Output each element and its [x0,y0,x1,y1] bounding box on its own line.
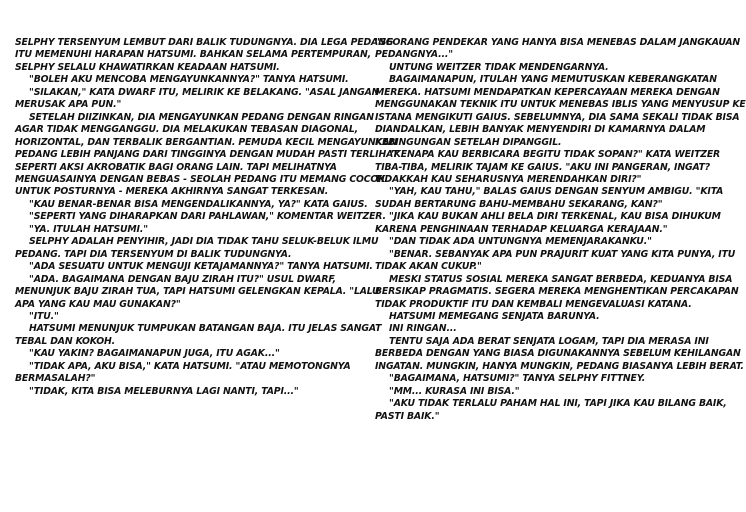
text-line: KARENA PENGHINAAN TERHADAP KELUARGA KERAJAAN." [375,223,668,235]
text-line: SELPHY TERSENYUM LEMBUT DARI BALIK TUDUNGNYA. DIA LEGA PEDANG [15,37,394,48]
text-line: KEBINGUNGAN SETELAH DIPANGGIL. [375,136,562,148]
text-line: HATSUMI MENUNJUK TUMPUKAN BATANGAN BAJA. ITU JELAS SANGAT [29,323,382,335]
text-line: MERUSAK APA PUN." [15,99,122,111]
text-line: INGATAN. MUNGKIN, HANYA MUNGKIN, PEDANG BIASANYA LEBIH BERAT. [375,360,744,372]
text-line: MENUNJUK BAJU ZIRAH TUA, TAPI HATSUMI GELENGKAN KEPALA. "LALU [15,286,380,298]
text-line: "JIKA KAU BUKAN AHLI BELA DIRI TERKENAL, KAU BISA DIHUKUM [389,211,721,223]
left-text-column [15,37,399,398]
text-line: PEDANG. TAPI DIA TERSENYUM DI BALIK TUDUNGNYA. [15,248,292,260]
text-line: MESKI STATUS SOSIAL MEREKA SANGAT BERBEDA, KEDUANYA BISA [389,273,733,285]
text-line: SETELAH DIIZINKAN, DIA MENGAYUNKAN PEDANG DENGAN RINGAN [29,111,374,123]
text-line: "KAU YAKIN? BAGAIMANAPUN JUGA, ITU AGAK..." [29,348,280,360]
text-line: INI RINGAN... [389,323,457,335]
text-line: BAGAIMANAPUN, ITULAH YANG MEMUTUSKAN KEBERANGKATAN [389,74,717,86]
text-line: UNTUNG WEITZER TIDAK MENDENGARNYA. [389,61,609,73]
text-line: TIBA-TIBA, MELIRIK TAJAM KE GAIUS. "AKU INI PANGERAN, INGAT? [375,161,711,173]
text-line: "TIDAK APA, AKU BISA," KATA HATSUMI. "ATAU MEMOTONGNYA [29,360,351,372]
text-line: AGAR TIDAK MENGGANGGU. DIA MELAKUKAN TEBASAN DIAGONAL, [15,124,359,136]
text-line: "TIDAK, KITA BISA MELEBURNYA LAGI NANTI, TAPI..." [29,385,299,397]
text-line: SUDAH BERTARUNG BAHU-MEMBAHU SEKARANG, KAN?" [375,198,663,210]
text-line: "SEORANG PENDEKAR YANG HANYA BISA MENEBAS DALAM JANGKAUAN [375,37,741,48]
text-line: TIDAK AKAN CUKUP." [375,261,482,273]
text-line: "ADA. BAGAIMANA DENGAN BAJU ZIRAH ITU?" USUL DWARF, [29,273,336,285]
text-line: PASTI BAIK." [375,410,440,422]
text-line: ITU MEMENUHI HARAPAN HATSUMI. BAHKAN SELAMA PERTEMPURAN, [15,49,372,61]
text-line: "YA. ITULAH HATSUMI." [29,223,148,235]
text-line: "BENAR. SEBANYAK APA PUN PRAJURIT KUAT YANG KITA PUNYA, ITU [389,248,736,260]
text-line: "MM... KURASA INI BISA." [389,385,520,397]
text-line: "BOLEH AKU MENCOBA MENGAYUNKANNYA?" TANYA HATSUMI. [29,74,349,86]
text-line: "SEPERTI YANG DIHARAPKAN DARI PAHLAWAN," KOMENTAR WEITZER. [29,211,386,223]
text-line: "ADA SESUATU UNTUK MENGUJI KETAJAMANNYA?" TANYA HATSUMI. [29,261,373,273]
text-line: TENTU SAJA ADA BERAT SENJATA LOGAM, TAPI DIA MERASA INI [389,335,709,347]
text-line: MEREKA. HATSUMI MENDAPATKAN KEPERCAYAAN MEREKA DENGAN [375,86,720,98]
text-line: TIDAK PRODUKTIF ITU DAN KEMBALI MENGEVALUASI KATANA. [375,298,692,310]
text-line: BERBEDA DENGAN YANG BIASA DIGUNAKANNYA SEBELUM KEHILANGAN [375,348,741,360]
text-line: APA YANG KAU MAU GUNAKAN?" [15,298,181,310]
text-line: "KAU BENAR-BENAR BISA MENGENDALIKANNYA, YA?" KATA GAIUS. [29,198,368,210]
text-line: BERMASALAH?" [15,373,96,385]
text-line: "AKU TIDAK TERLALU PAHAM HAL INI, TAPI JIKA KAU BILANG BAIK, [389,398,727,410]
text-line: "YAH, KAU TAHU," BALAS GAIUS DENGAN SENYUM AMBIGU. "KITA [389,186,724,198]
text-line: HORIZONTAL, DAN TERBALIK BERGANTIAN. PEMUDA KECIL MENGAYUNKAN [15,136,398,148]
text-line: SEPERTI AKSI AKROBATIK BAGI ORANG LAIN. TAPI MELIHATNYA [15,161,337,173]
text-line: TEBAL DAN KOKOH. [15,335,116,347]
text-line: MENGUASAINYA DENGAN BEBAS - SEOLAH PEDANG ITU MEMANG COCOK [15,173,386,185]
text-line: SELPHY SELALU KHAWATIRKAN KEADAAN HATSUMI. [15,61,280,73]
text-line: DIANDALKAN, LEBIH BANYAK MENYENDIRI DI KAMARNYA DALAM [375,124,706,136]
right-text-column [375,37,746,423]
text-line: "SILAKAN," KATA DWARF ITU, MELIRIK KE BELAKANG. "ASAL JANGAN [29,86,380,98]
text-line: "ITU." [29,310,59,322]
text-line: MENGGUNAKAN TEKNIK ITU UNTUK MENEBAS IBLIS YANG MENYUSUP KE [375,99,746,111]
text-line: PEDANG LEBIH PANJANG DARI TINGGINYA DENGAN MUDAH PASTI TERLIHAT [15,149,399,161]
text-line: BERSIKAP PRAGMATIS. SEGERA MEREKA MENGHENTIKAN PERCAKAPAN [375,286,739,298]
text-line: TIDAKKAH KAU SEHARUSNYA MERENDAHKAN DIRI?" [375,173,642,185]
text-line: PEDANGNYA..." [375,49,453,61]
text-line: ISTANA MENGIKUTI GAIUS. SEBELUMNYA, DIA SAMA SEKALI TIDAK BISA [375,111,740,123]
text-line: HATSUMI MEMEGANG SENJATA BARUNYA. [389,310,600,322]
text-line: "KENAPA KAU BERBICARA BEGITU TIDAK SOPAN?" KATA WEITZER [389,149,721,161]
text-line: UNTUK POSTURNYA - MEREKA AKHIRNYA SANGAT TERKESAN. [15,186,329,198]
text-line: "BAGAIMANA, HATSUMI?" TANYA SELPHY FITTNEY. [389,373,646,385]
text-line: "DAN TIDAK ADA UNTUNGNYA MEMENJARAKANKU." [389,236,652,248]
text-line: SELPHY ADALAH PENYIHIR, JADI DIA TIDAK TAHU SELUK-BELUK ILMU [29,236,379,248]
